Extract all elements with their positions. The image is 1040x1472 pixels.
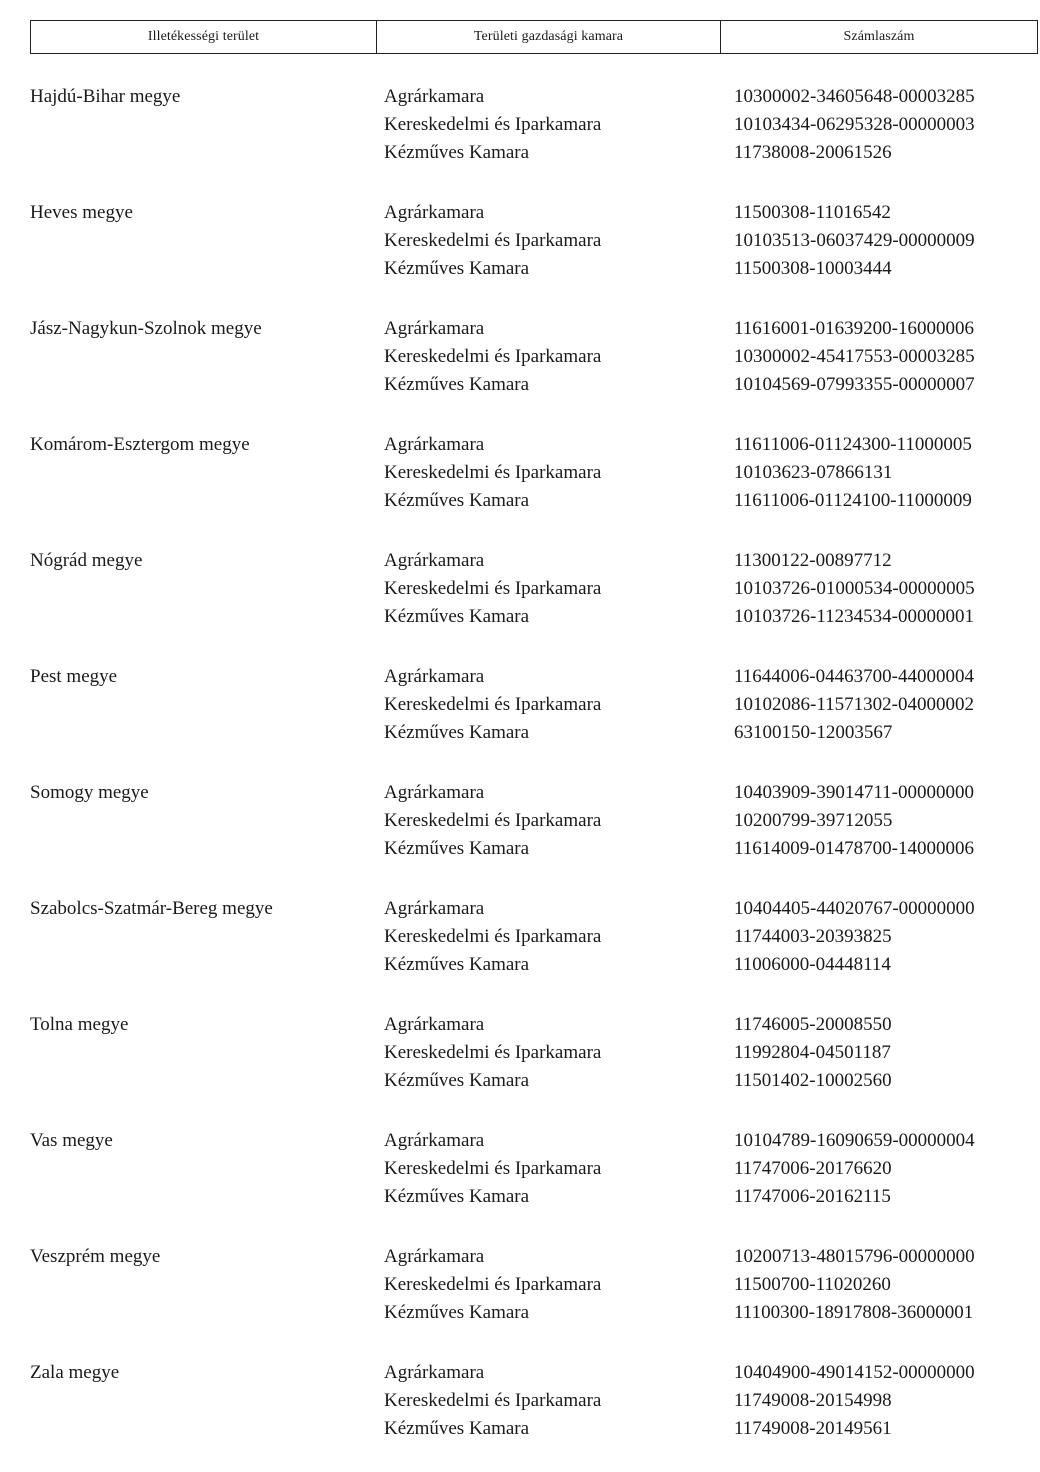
account-number: 10104789-16090659-00000004 [734,1130,975,1151]
chamber-list [384,779,601,863]
account-number: 10200799-39712055 [734,810,893,831]
chamber-name: Kézműves Kamara [384,1186,530,1207]
account-number: 11100300-18917808-36000001 [734,1302,974,1323]
account-number: 11644006-04463700-44000004 [734,666,974,687]
chamber-name: Kereskedelmi és Iparkamara [384,462,602,483]
chamber-name: Kereskedelmi és Iparkamara [384,1042,602,1063]
account-list [734,83,975,167]
chamber-name: Kereskedelmi és Iparkamara [384,1274,602,1295]
account-number: 11992804-04501187 [734,1042,891,1063]
region-name: Veszprém megye [30,1246,161,1267]
region-name: Hajdú-Bihar megye [30,86,181,107]
account-list [734,1243,975,1327]
account-list [734,547,975,631]
account-list [734,1011,892,1095]
chamber-name: Kereskedelmi és Iparkamara [384,578,602,599]
chamber-name: Agrárkamara [384,898,485,919]
account-number: 11300122-00897712 [734,550,892,571]
chamber-list [384,1359,601,1443]
chamber-name: Agrárkamara [384,782,485,803]
chamber-name: Agrárkamara [384,86,485,107]
region-name: Tolna megye [30,1014,129,1035]
account-number: 10403909-39014711-00000000 [734,782,974,803]
chamber-name: Kézműves Kamara [384,1070,530,1091]
account-number: 11611006-01124100-11000009 [734,490,972,511]
chamber-name: Kézműves Kamara [384,258,530,279]
table-row-group [0,892,1040,1008]
region-name: Heves megye [30,202,133,223]
chamber-name: Agrárkamara [384,202,485,223]
account-number: 11738008-20061526 [734,142,892,163]
chamber-name: Agrárkamara [384,1130,485,1151]
table-row-group [0,1356,1040,1472]
chamber-name: Kézműves Kamara [384,954,530,975]
table-header [30,20,1038,54]
account-number: 10300002-45417553-00003285 [734,346,975,367]
account-number: 10404405-44020767-00000000 [734,898,975,919]
account-number: 63100150-12003567 [734,722,893,743]
account-number: 11614009-01478700-14000006 [734,838,974,859]
account-number: 11616001-01639200-16000006 [734,318,974,339]
table-row-group [0,196,1040,312]
chamber-name: Kereskedelmi és Iparkamara [384,1158,602,1179]
account-number: 11611006-01124300-11000005 [734,434,972,455]
table-row-group [0,80,1040,196]
account-number: 11747006-20176620 [734,1158,892,1179]
chamber-name: Kézműves Kamara [384,722,530,743]
chamber-name: Agrárkamara [384,1246,485,1267]
account-number: 11746005-20008550 [734,1014,892,1035]
chamber-name: Agrárkamara [384,434,485,455]
chamber-name: Kézműves Kamara [384,142,530,163]
region-name: Szabolcs-Szatmár-Bereg megye [30,898,273,919]
account-list [734,1359,975,1443]
chamber-name: Agrárkamara [384,666,485,687]
header-jurisdiction: Illetékességi terület [31,21,377,53]
chamber-name: Agrárkamara [384,1014,485,1035]
account-list [734,1127,975,1211]
table-row-group [0,1124,1040,1240]
header-account-number: Számlaszám [843,29,915,44]
chamber-name: Kereskedelmi és Iparkamara [384,346,602,367]
region-name: Zala megye [30,1362,120,1383]
account-number: 10103623-07866131 [734,462,893,483]
chamber-name: Kereskedelmi és Iparkamara [384,694,602,715]
account-number: 11744003-20393825 [734,926,892,947]
chamber-list [384,1127,601,1211]
account-number: 11749008-20149561 [734,1418,892,1439]
chamber-list [384,895,601,979]
chamber-list [384,431,601,515]
region-name: Nógrád megye [30,550,143,571]
chamber-list [384,199,601,283]
chamber-name: Kereskedelmi és Iparkamara [384,230,602,251]
account-list [734,431,972,515]
chamber-list [384,547,601,631]
chamber-name: Agrárkamara [384,1362,485,1383]
chamber-list [384,83,601,167]
account-number: 10404900-49014152-00000000 [734,1362,975,1383]
chamber-name: Kézműves Kamara [384,374,530,395]
account-number: 11006000-04448114 [734,954,891,975]
chamber-name: Agrárkamara [384,550,485,571]
table-row-group [0,776,1040,892]
account-list [734,315,975,399]
region-name: Komárom-Esztergom megye [30,434,250,455]
account-number: 10300002-34605648-00003285 [734,86,975,107]
account-number: 10103513-06037429-00000009 [734,230,975,251]
account-number: 11500308-10003444 [734,258,892,279]
chamber-name: Kereskedelmi és Iparkamara [384,926,602,947]
chamber-name: Agrárkamara [384,318,485,339]
chamber-list [384,663,601,747]
region-name: Jász-Nagykun-Szolnok megye [30,318,262,339]
table-row-group [0,1240,1040,1356]
chamber-name: Kézműves Kamara [384,1418,530,1439]
chamber-name: Kézműves Kamara [384,838,530,859]
account-number: 10103434-06295328-00000003 [734,114,975,135]
region-name: Pest megye [30,666,118,687]
account-list [734,199,975,283]
account-number: 10103726-11234534-00000001 [734,606,974,627]
chamber-list [384,315,601,399]
chamber-name: Kereskedelmi és Iparkamara [384,1390,602,1411]
region-name: Somogy megye [30,782,149,803]
table-row-group [0,428,1040,544]
chamber-list [384,1011,601,1095]
account-number: 11747006-20162115 [734,1186,891,1207]
account-number: 10104569-07993355-00000007 [734,374,975,395]
account-list [734,779,974,863]
account-number: 10103726-01000534-00000005 [734,578,975,599]
chamber-name: Kézműves Kamara [384,606,530,627]
account-list [734,663,974,747]
chamber-list [384,1243,601,1327]
table-row-group [0,1008,1040,1124]
account-number: 11501402-10002560 [734,1070,892,1091]
account-number: 10200713-48015796-00000000 [734,1246,975,1267]
chamber-name: Kereskedelmi és Iparkamara [384,810,602,831]
table-row-group [0,312,1040,428]
table-body [0,80,1040,1472]
chamber-name: Kereskedelmi és Iparkamara [384,114,602,135]
chamber-name: Kézműves Kamara [384,490,530,511]
account-number: 11500308-11016542 [734,202,891,223]
region-name: Vas megye [30,1130,113,1151]
header-chamber: Területi gazdasági kamara [377,21,721,53]
chamber-name: Kézműves Kamara [384,1302,530,1323]
table-row-group [0,544,1040,660]
account-number: 11500700-11020260 [734,1274,891,1295]
account-number: 11749008-20154998 [734,1390,892,1411]
table-row-group [0,660,1040,776]
account-list [734,895,975,979]
account-number: 10102086-11571302-04000002 [734,694,974,715]
